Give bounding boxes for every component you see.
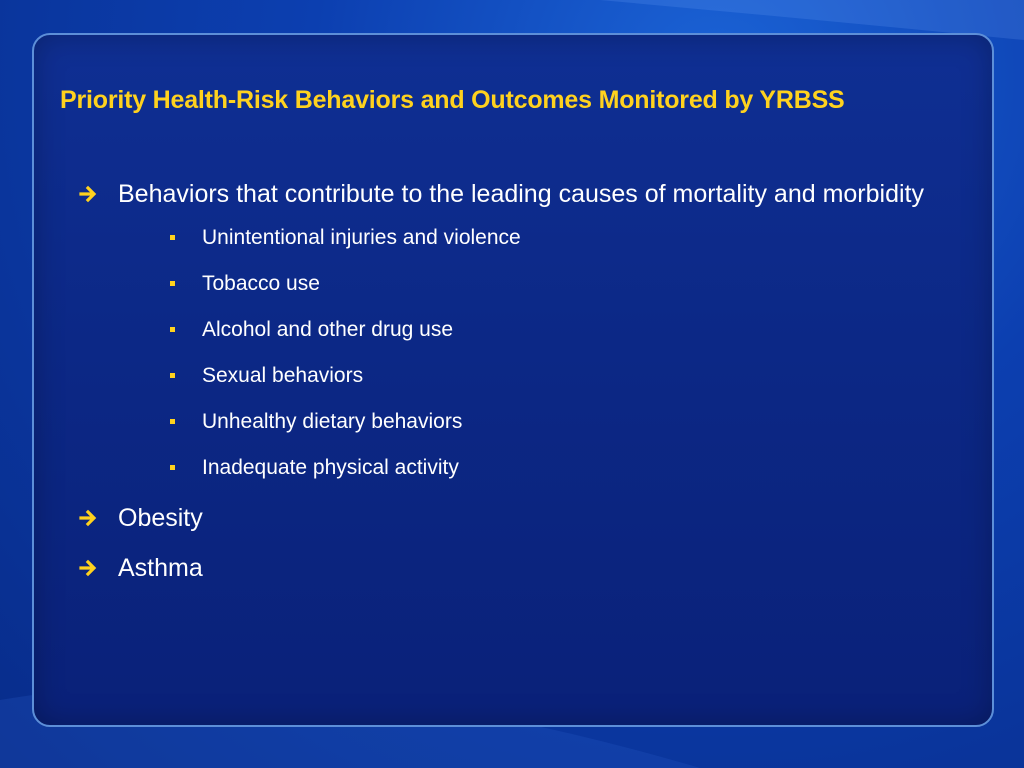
sub-bullet-text: Tobacco use bbox=[202, 272, 320, 295]
sub-bullet-item bbox=[118, 317, 958, 343]
sub-bullet-text: Unhealthy dietary behaviors bbox=[202, 410, 463, 433]
square-bullet-icon bbox=[170, 327, 175, 332]
bullet-obesity bbox=[78, 501, 958, 535]
sub-bullet-item bbox=[118, 271, 958, 297]
sub-bullet-item bbox=[118, 363, 958, 389]
sub-bullet-text: Unintentional injuries and violence bbox=[202, 226, 521, 249]
sub-bullet-text: Inadequate physical activity bbox=[202, 456, 459, 479]
arrow-right-icon bbox=[78, 501, 100, 535]
bullet-text: Asthma bbox=[118, 554, 203, 582]
sub-bullet-text: Sexual behaviors bbox=[202, 364, 364, 387]
sub-bullet-item bbox=[118, 225, 958, 251]
square-bullet-icon bbox=[170, 465, 175, 470]
sub-bullet-text: Alcohol and other drug use bbox=[202, 318, 454, 341]
sub-bullet-item bbox=[118, 455, 958, 481]
arrow-right-icon bbox=[78, 177, 100, 211]
square-bullet-icon bbox=[170, 281, 175, 286]
arrow-right-icon bbox=[78, 551, 100, 585]
bullet-asthma bbox=[78, 551, 958, 585]
square-bullet-icon bbox=[170, 373, 175, 378]
slide-title: Priority Health-Risk Behaviors and Outcomes Monitored by YRBSS bbox=[60, 86, 845, 114]
square-bullet-icon bbox=[170, 419, 175, 424]
bullet-text: Obesity bbox=[118, 504, 203, 532]
sub-bullet-list bbox=[118, 225, 958, 481]
bullet-list bbox=[78, 177, 958, 585]
bullet-behaviors bbox=[78, 177, 958, 481]
bullet-text: Behaviors that contribute to the leading causes of mortality and morbidity bbox=[118, 180, 924, 208]
square-bullet-icon bbox=[170, 235, 175, 240]
sub-bullet-item bbox=[118, 409, 958, 435]
